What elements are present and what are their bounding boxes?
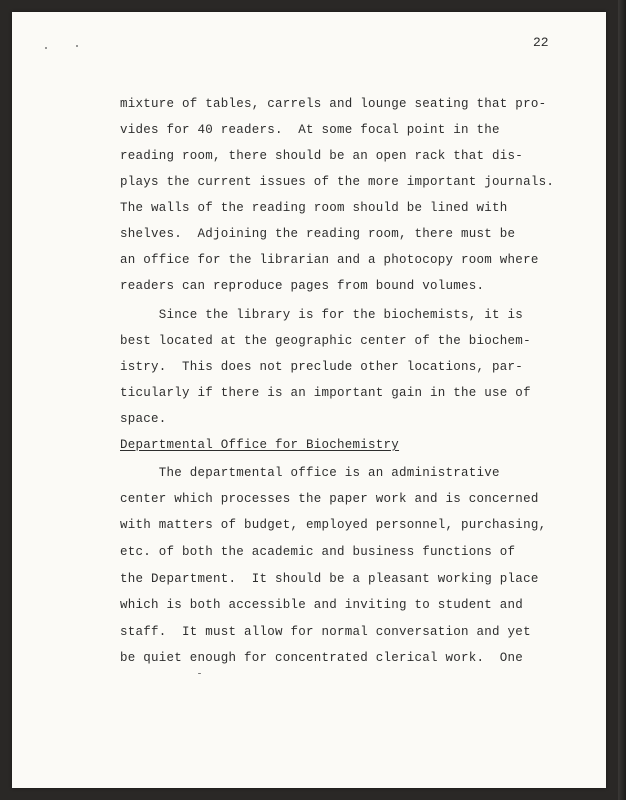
body-line: center which processes the paper work and is concerned	[120, 492, 539, 506]
body-line: with matters of budget, employed personnel, purchasing,	[120, 518, 547, 532]
body-line: readers can reproduce pages from bound volumes.	[120, 279, 485, 293]
body-line: The walls of the reading room should be lined with	[120, 201, 508, 215]
body-line: which is both accessible and inviting to student and	[120, 598, 524, 612]
paper-speck	[76, 45, 78, 47]
paper-speck	[198, 673, 201, 674]
document-page	[12, 12, 606, 788]
body-line: The departmental office is an administrative	[120, 466, 500, 480]
body-line: staff. It must allow for normal conversation and yet	[120, 625, 531, 639]
body-line: shelves. Adjoining the reading room, there must be	[120, 227, 516, 241]
body-line: mixture of tables, carrels and lounge seating that pro-	[120, 97, 547, 111]
body-line: best located at the geographic center of the biochem-	[120, 334, 531, 348]
body-line: reading room, there should be an open rack that dis-	[120, 149, 524, 163]
body-line: ticularly if there is an important gain in the use of	[120, 386, 531, 400]
body-line: istry. This does not preclude other locations, par-	[120, 360, 524, 374]
body-line: etc. of both the academic and business functions of	[120, 545, 516, 559]
scan-edge	[618, 0, 626, 800]
paper-speck	[45, 47, 47, 49]
body-line: vides for 40 readers. At some focal point in the	[120, 123, 500, 137]
section-heading: Departmental Office for Biochemistry	[120, 438, 400, 452]
body-line: Since the library is for the biochemists, it is	[120, 308, 524, 322]
body-line: space.	[120, 412, 167, 426]
body-line: be quiet enough for concentrated clerical work. One	[120, 651, 524, 665]
page-number: 22	[533, 35, 549, 50]
body-line: an office for the librarian and a photocopy room where	[120, 253, 539, 267]
body-line: plays the current issues of the more important journals.	[120, 175, 555, 189]
body-line: the Department. It should be a pleasant working place	[120, 572, 539, 586]
